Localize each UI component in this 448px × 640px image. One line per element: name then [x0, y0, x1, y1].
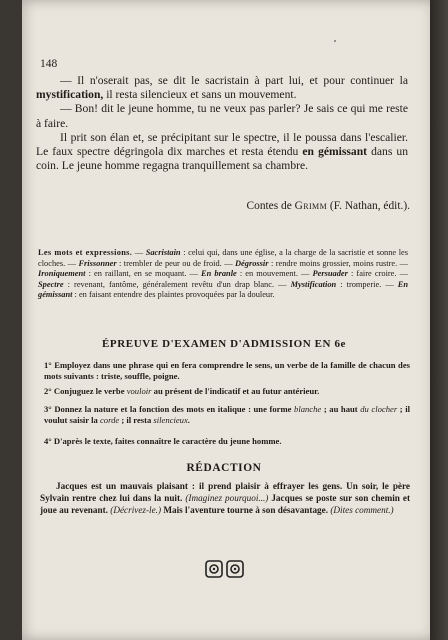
glossary-term: Spectre: [38, 279, 64, 289]
story-paragraph-1: — Il n'oserait pas, se dit le sacristain à part lui, et pour continuer la mystification, il resta silencieux et sans un mouvement.: [36, 74, 408, 102]
bold-word-mystification: mystification,: [36, 88, 104, 102]
print-speck: [334, 40, 336, 42]
glossary-definition: : en mouvement.: [236, 269, 298, 279]
glossary-definition: : trembler de peur ou de froid.: [116, 258, 222, 268]
glossary-term: En gémissant: [38, 279, 409, 300]
glossary-term: Persuader: [312, 269, 348, 279]
question-1: 1° Employez dans une phrase qui en fera comprendre le sens, un verbe de la famille de chacun des mots suivants : triste, souffle, poigne.: [44, 360, 410, 381]
glossary-term: Ironiquement: [38, 269, 86, 279]
glossary-entries: — Sacristain : celui qui, dans une église, a la charge de la sacristie et sonne les cloches. — Frissonner : trembler de peur ou de froid. — Dégrossir : rendre moins grossier, moins rustre. — Ironiquement : en raillant, en se moquant. — En branle : en mouvement. — Persuader : faire croire. — Spectre : revenant, fantôme, généralement revêtu d'un drap blanc. — Mystification : tromperie. — En gémissant : en faisant entendre des plaintes provoquées par la douleur.: [38, 248, 409, 300]
glossary-term: Frissonner: [78, 258, 117, 268]
glossary-definition: : revenant, fantôme, généralement revêtu d'un drap blanc.: [63, 279, 275, 289]
vocabulary-glossary: [38, 248, 408, 301]
page-number: 148: [40, 58, 58, 70]
redaction-heading: RÉDACTION: [186, 462, 262, 474]
glossary-definition: : rendre moins grossier, moins rustre.: [268, 258, 398, 268]
bold-word-en-gemissant: en gémissant: [302, 145, 368, 159]
glossary-definition: : faire croire.: [347, 269, 397, 279]
story-paragraph-3: Il prit son élan et, se précipitant sur le spectre, il le poussa dans l'escalier. Le faux spectre dégringola dix marches et resta étendu en gémissant dans un coin. Le jeune homme regagna tranquillement sa chambre.: [36, 130, 408, 173]
glossary-definition: : en raillant, en se moquant.: [85, 269, 187, 279]
glossary-term: Mystification: [290, 279, 337, 289]
glossary-definition: : tromperie.: [336, 279, 382, 289]
author-name: Grimm: [294, 200, 328, 212]
question-2: 2° Conjuguez le verbe vouloir au présent de l'indicatif et au futur antérieur.: [44, 386, 320, 396]
story-text: [36, 74, 408, 173]
redaction-prompt: Jacques est un mauvais plaisant : il prend plaisir à effrayer les gens. Un soir, le père Sylvain rentre chez lui dans la nuit. (Imaginez pourquoi...) Jacques se poste sur son chemin et joue au revenant. (Décrivez-le.) Mais l'aventure tourne à son désavantage. (Dites comment.): [40, 481, 411, 515]
glossary-definition: : celui qui, dans une église, a la charge de la sacristie et sonne les cloches.: [38, 248, 409, 268]
glossary-title: Les mots et expressions.: [38, 248, 133, 257]
exam-heading: ÉPREUVE D'EXAMEN D'ADMISSION EN 6e: [101, 338, 347, 350]
source-credit: Contes de Grimm (F. Nathan, édit.).: [246, 200, 410, 212]
glossary-term: Dégrossir: [235, 258, 269, 268]
question-4: 4° D'après le texte, faites connaître le caractère du jeune homme.: [44, 436, 282, 446]
page-gutter-shadow: [430, 0, 448, 640]
glossary-definition: : en faisant entendre des plaintes provoquées par la douleur.: [72, 290, 275, 300]
question-3: 3° Donnez la nature et la fonction des mots en italique : une forme blanche ; au haut du clocher ; il voulut saisir la corde ; il resta silencieux.: [44, 404, 410, 425]
story-paragraph-2: — Bon! dit le jeune homme, tu ne veux pas parler? Je sais ce qui me reste à faire.: [36, 102, 408, 130]
floral-ornament-icon: [205, 560, 245, 578]
glossary-term: Sacristain: [145, 248, 181, 257]
glossary-term: En branle: [201, 269, 237, 279]
